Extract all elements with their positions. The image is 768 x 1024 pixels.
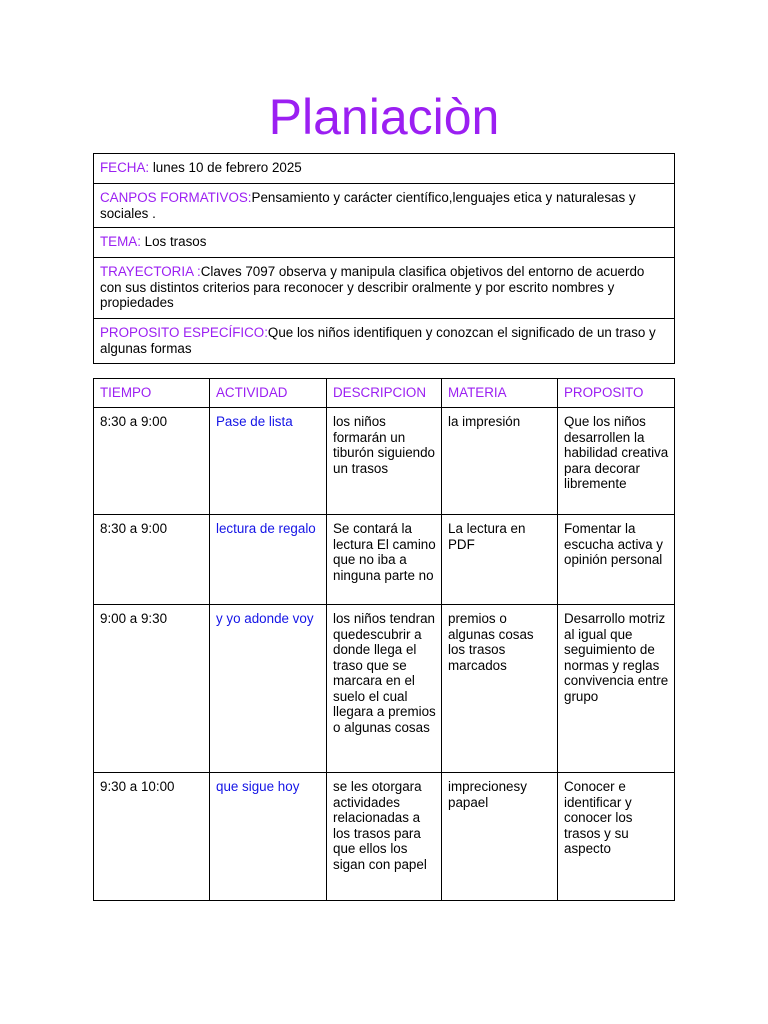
info-cell-trayectoria: [94, 258, 675, 319]
fecha-label: FECHA:: [100, 160, 150, 175]
cell-materia: la impresión: [442, 408, 558, 515]
table-row: [94, 515, 675, 605]
page-title: Planiaciòn: [268, 89, 500, 145]
campos-value: Pensamiento y carácter científico,lenguajes etica y naturalesas y sociales .: [100, 190, 636, 221]
plan-header-row: [94, 379, 675, 408]
table-row: [94, 408, 675, 515]
cell-descripcion: se les otorgara actividades relacionadas a los trasos para que ellos los sigan con papel: [327, 773, 442, 901]
info-table: [93, 153, 675, 364]
cell-tiempo: 9:30 a 10:00: [94, 773, 210, 901]
campos-label: CANPOS FORMATIVOS:: [100, 190, 252, 205]
cell-actividad: lectura de regalo: [210, 515, 327, 605]
plan-table: [93, 378, 675, 901]
info-cell-campos: [94, 184, 675, 228]
header-descripcion: DESCRIPCION: [327, 379, 442, 408]
cell-actividad: que sigue hoy: [210, 773, 327, 901]
header-proposito: PROPOSITO: [558, 379, 675, 408]
tema-value: Los trasos: [140, 234, 207, 249]
cell-materia: imprecionesy papael: [442, 773, 558, 901]
cell-proposito: Fomentar la escucha activa y opinión personal: [558, 515, 675, 605]
tema-label: TEMA:: [100, 234, 141, 249]
info-row-tema: [94, 228, 675, 258]
trayectoria-value: Claves 7097 observa y manipula clasifica objetivos del entorno de acuerdo con sus distintos criterios para reconocer y describir oralmente y por escrito nombres y propiedades: [100, 264, 645, 310]
cell-actividad: Pase de lista: [210, 408, 327, 515]
info-cell-proposito: [94, 319, 675, 364]
info-row-campos: [94, 184, 675, 228]
cell-descripcion: los niños tendran quedescubrir a donde llega el traso que se marcara en el suelo el cual llegara a premios o algunas cosas: [327, 605, 442, 773]
cell-descripcion: los niños formarán un tiburón siguiendo un trasos: [327, 408, 442, 515]
info-row-proposito: [94, 319, 675, 364]
cell-materia: La lectura en PDF: [442, 515, 558, 605]
proposito-label: PROPOSITO ESPECÍFICO:: [100, 325, 268, 340]
table-row: [94, 773, 675, 901]
cell-actividad: y yo adonde voy: [210, 605, 327, 773]
info-row-trayectoria: [94, 258, 675, 319]
header-actividad: ACTIVIDAD: [210, 379, 327, 408]
cell-tiempo: 8:30 a 9:00: [94, 408, 210, 515]
cell-descripcion: Se contará la lectura El camino que no iba a ninguna parte no: [327, 515, 442, 605]
cell-proposito: Que los niños desarrollen la habilidad creativa para decorar libremente: [558, 408, 675, 515]
table-row: [94, 605, 675, 773]
cell-proposito: Desarrollo motriz al igual que seguimiento de normas y reglas convivencia entre grupo: [558, 605, 675, 773]
cell-tiempo: 9:00 a 9:30: [94, 605, 210, 773]
cell-tiempo: 8:30 a 9:00: [94, 515, 210, 605]
fecha-value: lunes 10 de febrero 2025: [149, 160, 302, 175]
header-materia: MATERIA: [442, 379, 558, 408]
trayectoria-label: TRAYECTORIA :: [100, 264, 201, 279]
header-tiempo: TIEMPO: [94, 379, 210, 408]
info-row-fecha: [94, 154, 675, 184]
info-cell-tema: [94, 228, 675, 258]
proposito-value: Que los niños identifiquen y conozcan el significado de un traso y algunas formas: [100, 325, 656, 356]
cell-materia: premios o algunas cosas los trasos marcados: [442, 605, 558, 773]
info-cell-fecha: [94, 154, 675, 184]
cell-proposito: Conocer e identificar y conocer los trasos y su aspecto: [558, 773, 675, 901]
